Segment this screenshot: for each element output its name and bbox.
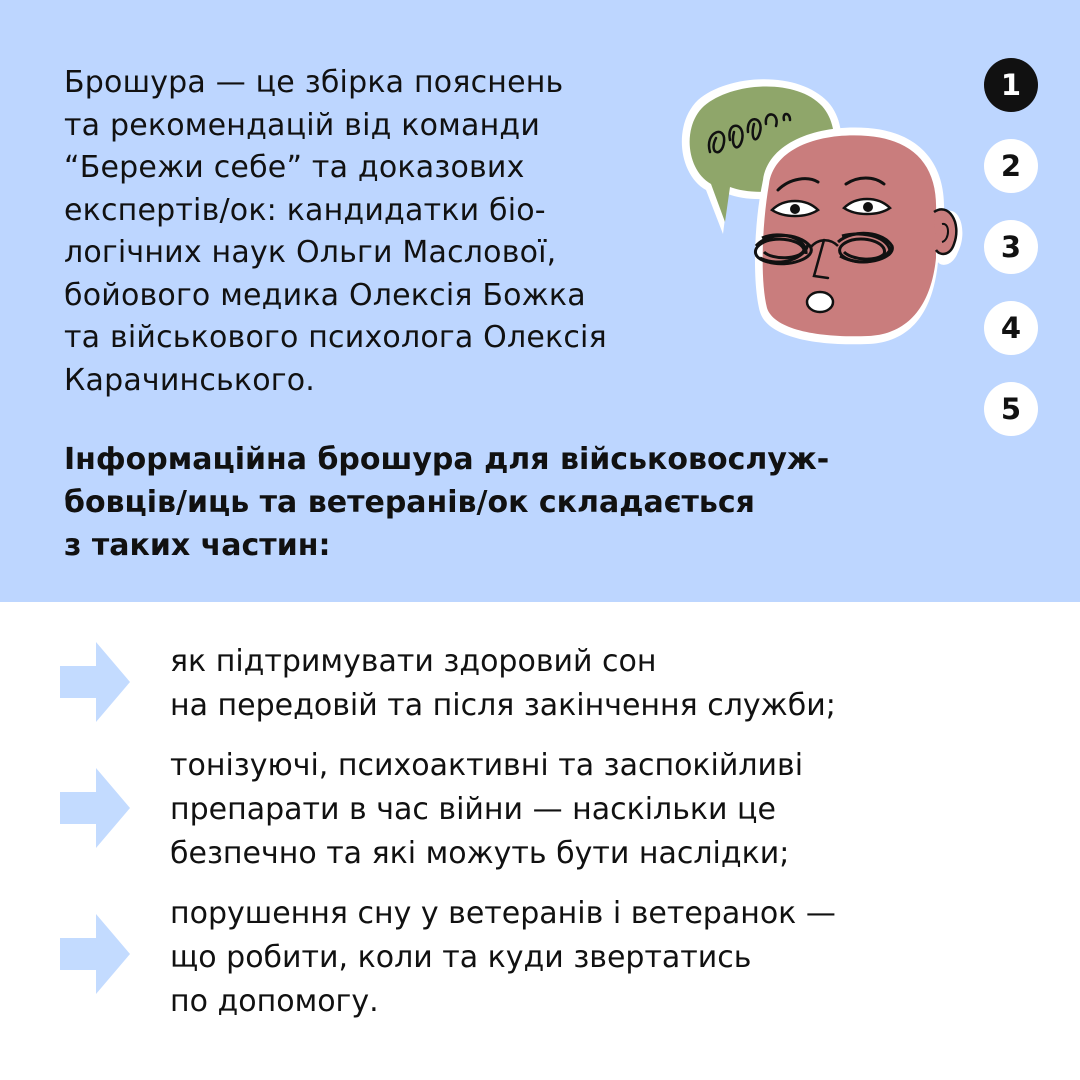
- page-1-button[interactable]: 1: [984, 58, 1038, 112]
- intro-line: логічних наук Ольги Маслової,: [64, 235, 557, 270]
- heading-line: бовців/иць та ветеранів/ок складається: [64, 485, 755, 520]
- intro-line: та рекомендацій від команди: [64, 107, 541, 143]
- list-item-line: порушення сну у ветеранів і ветеранок —: [170, 896, 836, 931]
- intro-paragraph: [64, 62, 704, 402]
- list-item-line: препарати в час війни — наскільки це: [170, 792, 776, 827]
- heading-line: Інформаційна брошура для військовослуж-: [64, 442, 830, 477]
- intro-line: Брошура — це збірка пояснень: [64, 65, 564, 100]
- arrow-right-icon: [60, 914, 130, 994]
- list-item: [60, 640, 1040, 728]
- illustration-svg: [668, 62, 968, 352]
- page-3-button[interactable]: 3: [984, 220, 1038, 274]
- list-item-line: тонізуючі, психоактивні та заспокійливі: [170, 748, 804, 783]
- parts-list: [60, 640, 1040, 1024]
- list-item-line: на передовій та після закінчення служби;: [170, 688, 836, 723]
- arrow-right-icon: [60, 768, 130, 848]
- intro-line: Карачинського.: [64, 362, 316, 398]
- page-5-button[interactable]: 5: [984, 382, 1038, 436]
- intro-line: експертів/ок: кандидатки біо-: [64, 192, 546, 228]
- list-item-line: безпечно та які можуть бути наслідки;: [170, 836, 790, 871]
- list-item: [60, 892, 1040, 1024]
- page-indicator: [984, 58, 1040, 463]
- list-item-line: як підтримувати здоровий сон: [170, 644, 657, 679]
- face-with-speech-bubble-illustration: [668, 62, 968, 352]
- heading-line: з таких частин:: [64, 528, 331, 563]
- page-4-button[interactable]: 4: [984, 301, 1038, 355]
- list-item: [60, 744, 1040, 876]
- section-heading: [64, 438, 944, 567]
- arrow-right-icon: [60, 642, 130, 722]
- intro-line: та військового психолога Олексія: [64, 320, 607, 355]
- intro-line: бойового медика Олексія Божка: [64, 277, 586, 313]
- list-item-line: що робити, коли та куди звертатись: [170, 940, 752, 975]
- intro-line: “Бережи себе” та доказових: [64, 150, 525, 185]
- page-2-button[interactable]: 2: [984, 139, 1038, 193]
- list-item-line: по допомогу.: [170, 984, 379, 1019]
